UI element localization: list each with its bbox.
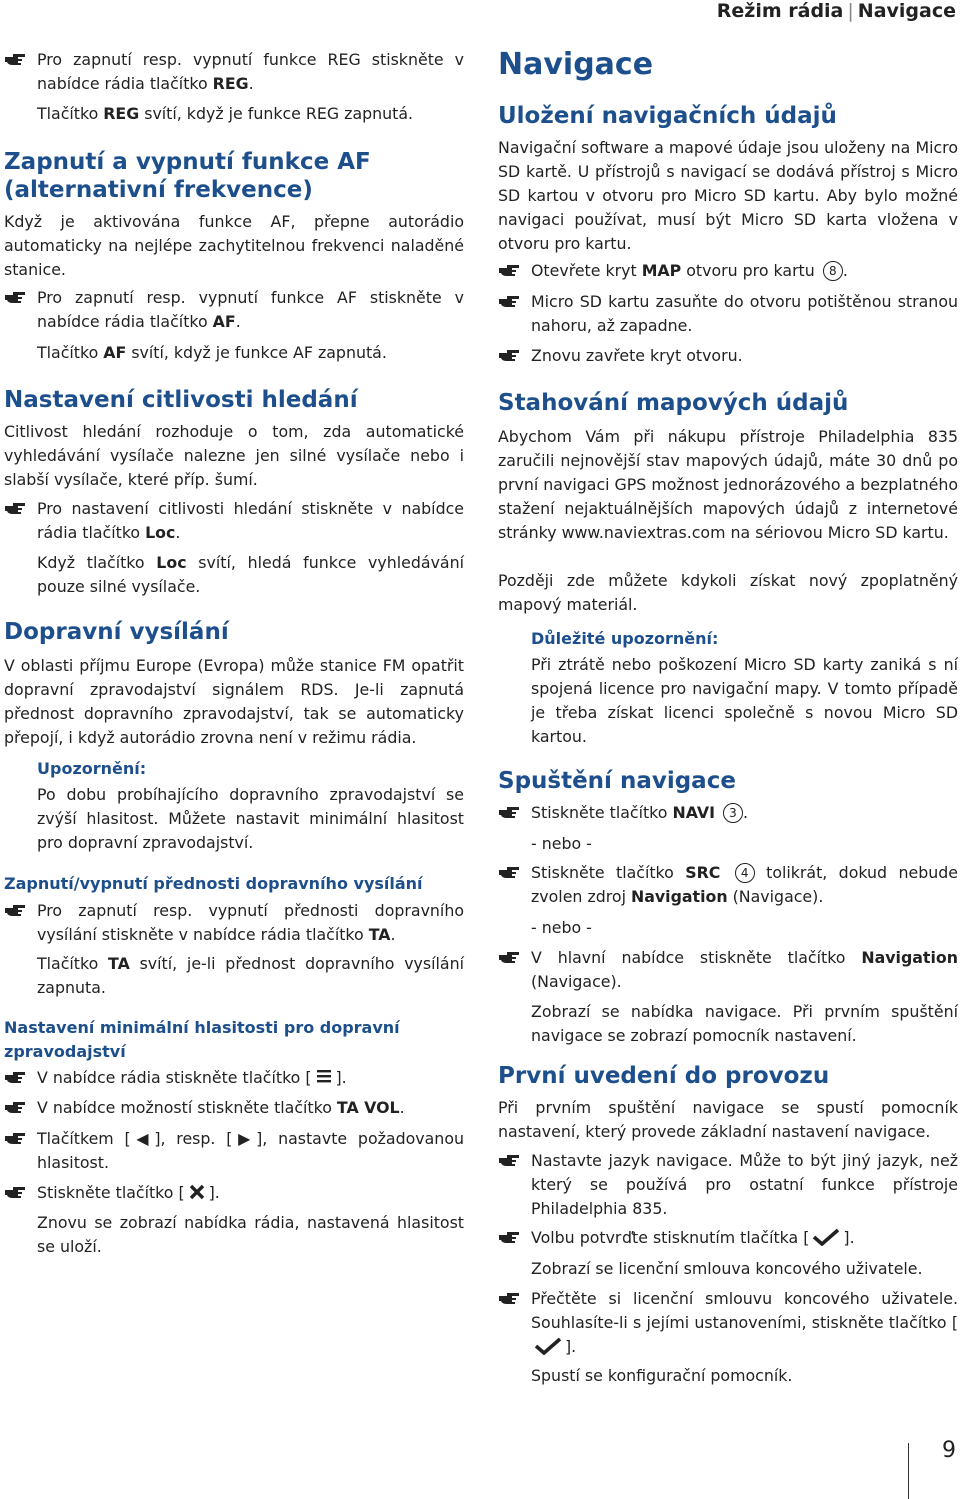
text-content: Stiskněte tlačítko [	[37, 1183, 185, 1202]
section-heading	[498, 767, 958, 795]
text-content: Zapnutí a vypnutí funkce AF (alternativní frekvence)	[4, 149, 371, 203]
text-content: Otevřete kryt MAP otvoru pro kartu	[531, 261, 815, 280]
check-icon	[811, 1228, 841, 1246]
text-content: Nastavení citlivosti hledání	[4, 387, 358, 413]
pointing-hand-icon	[4, 902, 26, 918]
subsection-heading	[4, 872, 464, 896]
text-content: První uvedení do provozu	[498, 1063, 830, 1089]
page-number: 9	[942, 1438, 956, 1463]
text-content: Dopravní vysílání	[4, 619, 229, 645]
subsection-heading	[4, 1016, 464, 1064]
text-content: Pro nastavení citlivosti hledání stiskněte v nabídce rádia tlačítko Loc.	[37, 499, 464, 542]
instruction-step	[4, 497, 464, 545]
text-content: Zobrazí se nabídka navigace. Při prvním spuštění navigace se zobrazí pomocník nastavení.	[531, 1002, 958, 1045]
result-text	[4, 952, 464, 1000]
paragraph	[4, 654, 464, 750]
key-number-badge: 8	[823, 261, 843, 281]
note-title	[4, 757, 497, 781]
section-heading	[498, 102, 958, 130]
page-header: Režim rádia | Navigace	[716, 0, 956, 22]
text-suffix: ].	[335, 1068, 347, 1087]
pointing-hand-icon	[4, 1099, 26, 1115]
text-content: Stahování mapových údajů	[498, 390, 849, 416]
instruction-step	[498, 946, 958, 994]
pointing-hand-icon	[498, 347, 520, 363]
pointing-hand-icon	[4, 1184, 26, 1200]
paragraph	[498, 425, 958, 545]
text-content: Upozornění:	[37, 759, 147, 778]
menu-icon	[314, 1068, 334, 1086]
text-content: Abychom Vám při nákupu přístroje Philadelphia 835 zaručili nejnovější stav mapových údajů, máte 30 dnů po první navigaci GPS možnost jednorázového a bezplatného stažení nejaktuálnějších mapových údajů z internetové stránky www.naviextras.com na sériovou Micro SD kartu.	[498, 427, 958, 542]
text-content: Stiskněte tlačítko SRC	[531, 863, 721, 882]
pointing-hand-icon	[498, 262, 520, 278]
result-text	[4, 341, 464, 365]
section-heading	[498, 1062, 958, 1090]
pointing-hand-icon	[498, 949, 520, 965]
text-content: Spuštění navigace	[498, 768, 736, 794]
instruction-step	[498, 861, 958, 909]
text-content: V hlavní nabídce stiskněte tlačítko Navigation (Navigace).	[531, 948, 958, 991]
result-text	[498, 916, 958, 940]
instruction-step	[498, 259, 958, 283]
text-content: Navigační software a mapové údaje jsou uloženy na Micro SD kartě. U přístrojů s navigací se dodává přístroj s Micro SD kartou v otvoru pro Micro SD kartu. Aby bylo možné navigaci používat, musí být Micro SD karta vložena v otvoru pro kartu.	[498, 138, 958, 253]
instruction-step	[498, 1226, 958, 1250]
text-content: Když tlačítko Loc svítí, hledá funkce vyhledávání pouze silné vysílače.	[37, 553, 464, 596]
result-text	[498, 653, 958, 749]
section-heading	[4, 148, 464, 204]
pointing-hand-icon	[498, 1229, 520, 1245]
text-content: Pro zapnutí resp. vypnutí funkce REG stiskněte v nabídce rádia tlačítko REG.	[37, 50, 464, 93]
result-text	[498, 1000, 958, 1048]
pointing-hand-icon	[498, 804, 520, 820]
text-content: V nabídce možností stiskněte tlačítko TA VOL.	[37, 1098, 405, 1117]
text-content: Nastavte jazyk navigace. Může to být jiný jazyk, než který se používá pro ostatní funkce přístroje Philadelphia 835.	[531, 1151, 958, 1218]
note-title	[498, 627, 960, 651]
paragraph	[4, 420, 464, 492]
instruction-step	[4, 286, 464, 334]
text-content: Znovu se zobrazí nabídka rádia, nastavená hlasitost se uloží.	[37, 1213, 464, 1256]
text-content: Přečtěte si licenční smlouvu koncového uživatele. Souhlasíte-li s jejími ustanoveními, stiskněte tlačítko [	[531, 1289, 958, 1332]
text-content: V nabídce rádia stiskněte tlačítko [	[37, 1068, 312, 1087]
result-text	[498, 832, 958, 856]
result-text	[4, 551, 464, 599]
text-content: Navigace	[498, 47, 654, 82]
text-content: Později zde můžete kdykoli získat nový zpoplatněný mapový materiál.	[498, 571, 958, 614]
text-content: Důležité upozornění:	[531, 629, 719, 648]
header-section: Režim rádia	[716, 0, 844, 22]
text-content: Nastavení minimální hlasitosti pro dopravní zpravodajství	[4, 1018, 400, 1061]
result-text	[4, 1211, 464, 1259]
text-content: Citlivost hledání rozhoduje o tom, zda automatické vyhledávání vysílače nalezne jen silné vysílače nebo i slabší vysílače, které příp. šumí.	[4, 422, 464, 489]
paragraph	[498, 136, 958, 256]
text-suffix: .	[742, 803, 749, 822]
instruction-step	[4, 1096, 464, 1120]
text-suffix: ].	[843, 1228, 855, 1247]
key-number-badge: 4	[735, 863, 755, 883]
result-text	[4, 783, 464, 855]
pointing-hand-icon	[4, 1069, 26, 1085]
instruction-step	[4, 48, 464, 96]
check-icon	[533, 1337, 563, 1355]
page-number-divider	[908, 1443, 909, 1499]
text-content: - nebo -	[531, 834, 592, 853]
text-content: Znovu zavřete kryt otvoru.	[531, 346, 743, 365]
pointing-hand-icon	[4, 1130, 26, 1146]
instruction-step	[4, 1127, 464, 1175]
instruction-step	[498, 290, 958, 338]
text-content: Volbu potvrďte stisknutím tlačítka [	[531, 1228, 810, 1247]
instruction-step	[498, 1149, 958, 1221]
pointing-hand-icon	[498, 864, 520, 880]
text-content: Micro SD kartu zasuňte do otvoru potištěnou stranou nahoru, až zapadne.	[531, 292, 958, 335]
section-heading	[4, 618, 464, 646]
text-content: Pro zapnutí resp. vypnutí funkce AF stiskněte v nabídce rádia tlačítko AF.	[37, 288, 464, 331]
paragraph	[498, 1096, 958, 1144]
result-text	[4, 102, 464, 126]
text-suffix: ].	[208, 1183, 220, 1202]
text-suffix: ].	[565, 1337, 577, 1356]
section-heading	[498, 389, 958, 417]
pointing-hand-icon	[498, 293, 520, 309]
pointing-hand-icon	[4, 51, 26, 67]
text-content: Stiskněte tlačítko NAVI	[531, 803, 715, 822]
text-content: Po dobu probíhajícího dopravního zpravodajství se zvýší hlasitost. Můžete nastavit minimální hlasitost pro dopravní zpravodajství.	[37, 785, 464, 852]
instruction-step	[498, 801, 958, 825]
pointing-hand-icon	[498, 1152, 520, 1168]
text-content: Zobrazí se licenční smlouva koncového uživatele.	[531, 1259, 923, 1278]
key-number-badge: 3	[723, 803, 743, 823]
text-content: Tlačítko TA svítí, je-li přednost dopravního vysílání zapnuta.	[37, 954, 464, 997]
text-content: V oblasti příjmu Europe (Evropa) může stanice FM opatřit dopravní zpravodajství signálem RDS. Je-li zapnutá přednost dopravního zpravodajství, tak se automaticky přepojí, i když autorádio zrovna není v režimu rádia.	[4, 656, 464, 747]
instruction-step	[498, 1287, 958, 1359]
pointing-hand-icon	[498, 1290, 520, 1306]
text-content: Když je aktivována funkce AF, přepne autorádio automaticky na nejlépe zachytitelnou frekvenci naladěné stanice.	[4, 212, 464, 279]
result-text	[498, 1257, 958, 1281]
instruction-step	[498, 344, 958, 368]
text-suffix: .	[842, 261, 848, 280]
text-content: Spustí se konfigurační pomocník.	[531, 1366, 793, 1385]
instruction-step	[4, 1066, 464, 1090]
paragraph	[4, 210, 464, 282]
instruction-step	[4, 1181, 464, 1205]
text-content: Tlačítko REG svítí, když je funkce REG zapnutá.	[37, 104, 414, 123]
result-text	[498, 1364, 958, 1388]
instruction-step	[4, 899, 464, 947]
section-heading	[4, 386, 464, 414]
text-content: Při prvním spuštění navigace se spustí pomocník nastavení, který provede základní nastavení navigace.	[498, 1098, 958, 1141]
text-content: Pro zapnutí resp. vypnutí přednosti dopravního vysílání stiskněte v nabídce rádia tlačítko TA.	[37, 901, 464, 944]
text-content: Tlačítkem [◀], resp. [▶], nastavte požadovanou hlasitost.	[37, 1129, 464, 1172]
text-content: Zapnutí/vypnutí přednosti dopravního vysílání	[4, 874, 423, 893]
pointing-hand-icon	[4, 500, 26, 516]
text-content: Uložení navigačních údajů	[498, 103, 837, 129]
text-content: Při ztrátě nebo poškození Micro SD karty zaniká s ní spojená licence pro navigační mapy. V tomto případě je třeba získat licenci společně s novou Micro SD kartou.	[531, 655, 958, 746]
text-content: - nebo -	[531, 918, 592, 937]
text-content: Tlačítko AF svítí, když je funkce AF zapnutá.	[37, 343, 387, 362]
close-icon	[187, 1183, 207, 1201]
header-subsection: Navigace	[857, 0, 956, 22]
text-suffix: tolikrát, dokud nebude zvolen zdroj Navigation (Navigace).	[531, 863, 958, 906]
paragraph	[498, 569, 958, 617]
pointing-hand-icon	[4, 289, 26, 305]
chapter-heading	[498, 48, 958, 82]
